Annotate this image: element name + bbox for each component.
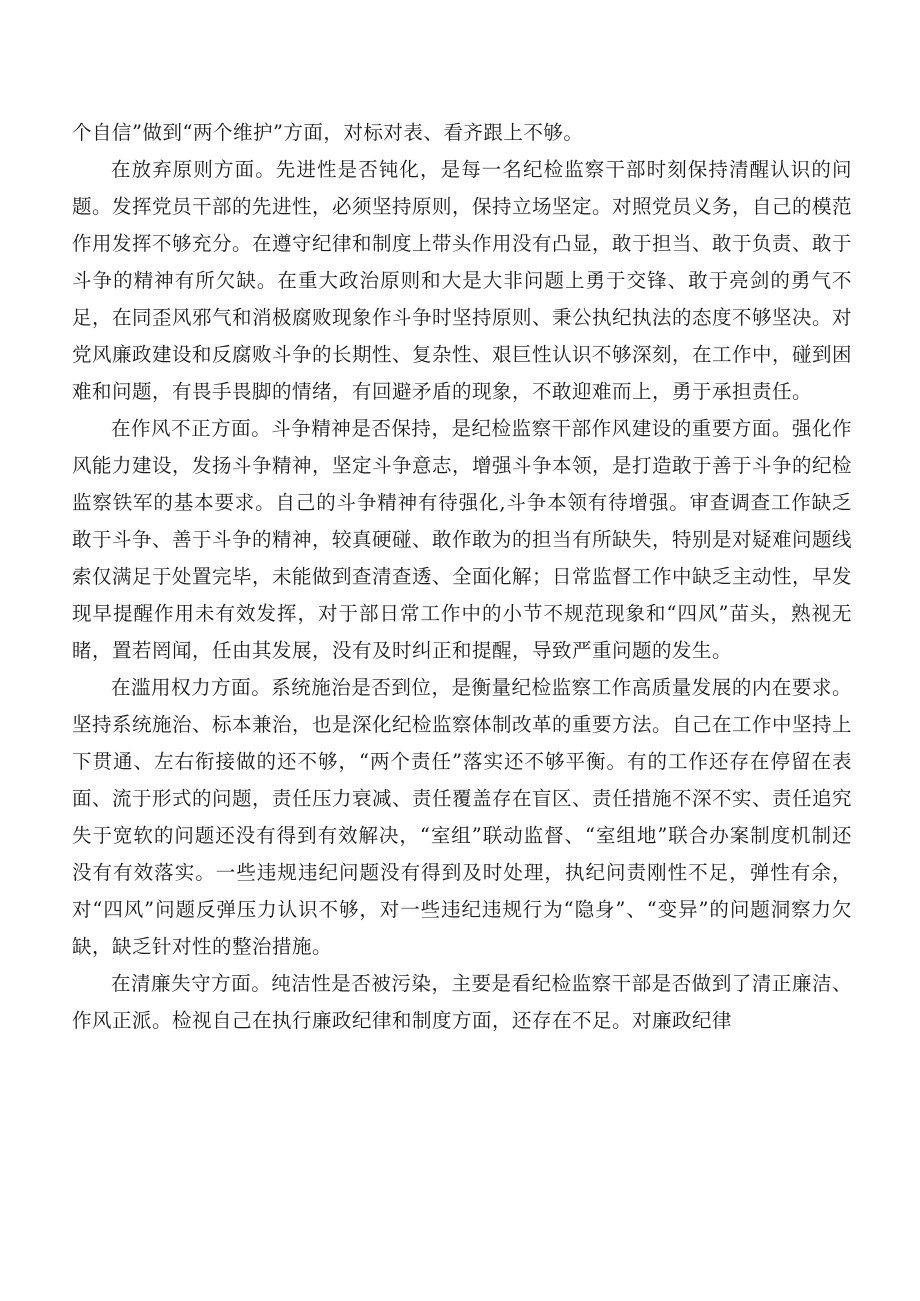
paragraph-continuation: 个自信”做到“两个维护”方面，对标对表、看齐跟上不够。	[72, 121, 584, 144]
paragraph-integrity: 在清廉失守方面。纯洁性是否被污染，主要是看纪检监察干部是否做到了清正廉洁、作风正派。检视自己在执行廉政纪律和制度方面，还存在不足。对廉政纪律	[72, 972, 852, 1032]
document-body	[72, 114, 852, 1039]
paragraph-principles: 在放弃原则方面。先进性是否钝化，是每一名纪检监察干部时刻保持清醒认识的问题。发挥党员干部的先进性，必须坚持原则，保持立场坚定。对照党员义务，自己的模范作用发挥不够充分。在遵守纪律和制度上带头作用没有凸显，敢于担当、敢于负责、敢于斗争的精神有所欠缺。在重大政治原则和大是大非问题上勇于交锋、敢于亮剑的勇气不足，在同歪风邪气和消极腐败现象作斗争时坚持原则、秉公执纪执法的态度不够坚决。对党风廉政建设和反腐败斗争的长期性、复杂性、艰巨性认识不够深刻，在工作中，碰到困难和问题，有畏手畏脚的情绪，有回避矛盾的现象，不敢迎难而上，勇于承担责任。	[72, 158, 853, 403]
paragraph-work-style: 在作风不正方面。斗争精神是否保持，是纪检监察干部作风建设的重要方面。强化作风能力建设，发扬斗争精神，坚定斗争意志，增强斗争本领，是打造敢于善于斗争的纪检监察铁军的基本要求。自己的斗争精神有待强化,斗争本领有待增强。审查调查工作缺乏敢于斗争、善于斗争的精神，较真硬碰、敢作敢为的担当有所缺失，特别是对疑难问题线索仅满足于处置完毕，未能做到查清查透、全面化解；日常监督工作中缺乏主动性，早发现早提醒作用未有效发挥，对于部日常工作中的小节不规范现象和“四风”苗头，熟视无睹，置若罔闻，任由其发展，没有及时纠正和提醒，导致严重问题的发生。	[72, 417, 853, 662]
paragraph-power-abuse: 在滥用权力方面。系统施治是否到位，是衡量纪检监察工作高质量发展的内在要求。坚持系统施治、标本兼治，也是深化纪检监察体制改革的重要方法。自己在工作中坚持上下贯通、左右衔接做的还不够，“两个责任”落实还不够平衡。有的工作还存在停留在表面、流于形式的问题，责任压力衰减、责任覆盖存在盲区、责任措施不深不实、责任追究失于宽软的问题还没有得到有效解决，“室组”联动监督、“室组地”联合办案制度机制还没有有效落实。一些违规违纪问题没有得到及时处理，执纪问责刚性不足，弹性有余，对“四风”问题反弹压力认识不够，对一些违纪违规行为“隐身”、“变异”的问题洞察力欠缺，缺乏针对性的整治措施。	[72, 676, 853, 958]
